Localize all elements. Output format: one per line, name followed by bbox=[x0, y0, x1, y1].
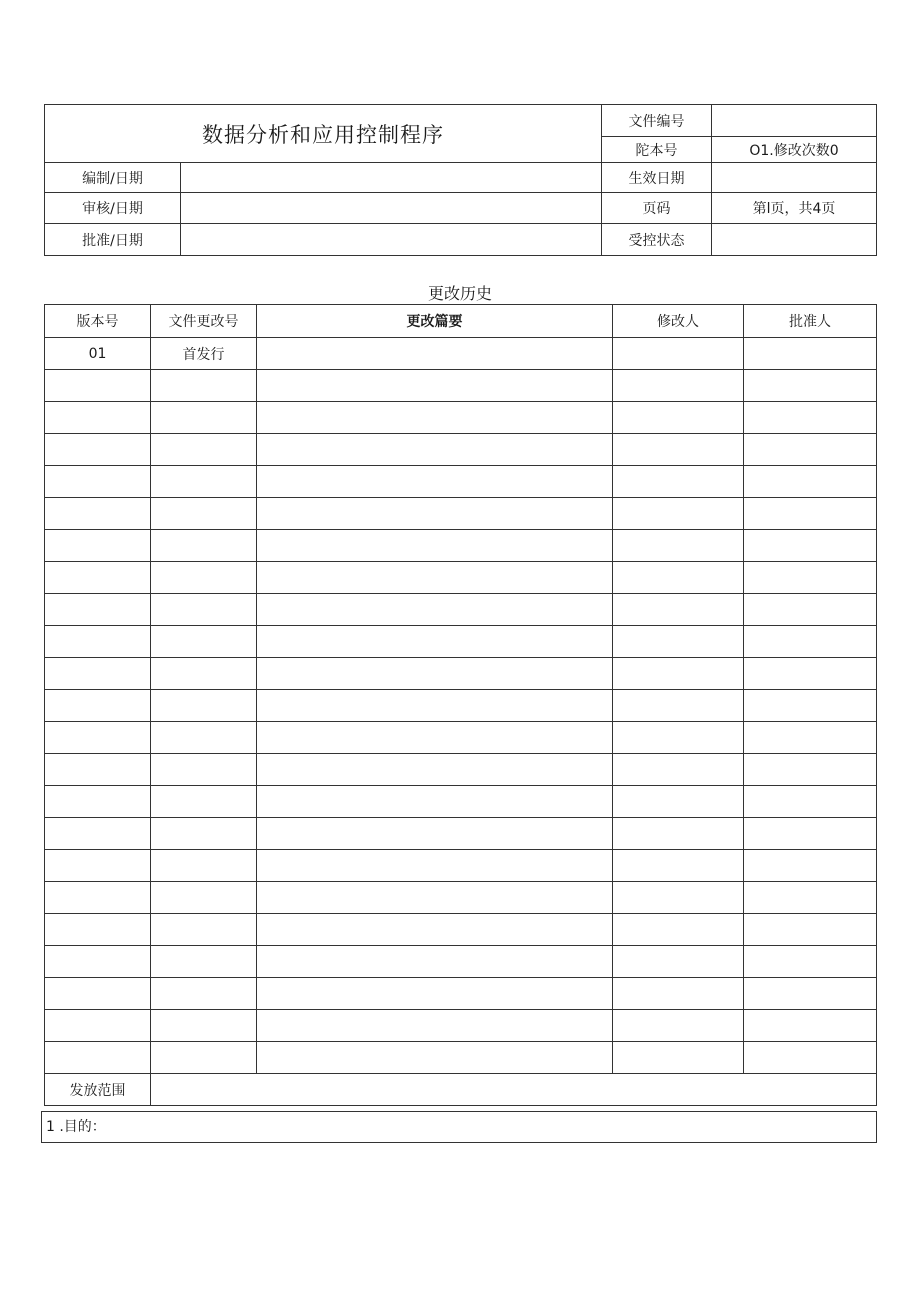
table-row bbox=[45, 626, 877, 658]
table-row bbox=[45, 594, 877, 626]
table-cell bbox=[45, 594, 151, 626]
table-cell bbox=[257, 498, 613, 530]
table-cell bbox=[613, 370, 744, 402]
table-cell bbox=[613, 530, 744, 562]
table-cell bbox=[613, 594, 744, 626]
table-cell bbox=[151, 594, 257, 626]
table-cell: 首发行 bbox=[151, 338, 257, 370]
table-cell bbox=[45, 530, 151, 562]
table-cell bbox=[257, 530, 613, 562]
table-row bbox=[45, 754, 877, 786]
table-cell bbox=[744, 434, 877, 466]
table-cell bbox=[257, 1010, 613, 1042]
table-row bbox=[45, 530, 877, 562]
table-cell bbox=[744, 402, 877, 434]
table-cell bbox=[257, 658, 613, 690]
table-cell bbox=[257, 882, 613, 914]
table-cell bbox=[257, 946, 613, 978]
table-cell bbox=[151, 626, 257, 658]
approved-value bbox=[181, 224, 602, 256]
table-cell bbox=[151, 786, 257, 818]
table-cell bbox=[744, 626, 877, 658]
table-row bbox=[45, 1010, 877, 1042]
table-cell bbox=[744, 466, 877, 498]
distribution-row bbox=[45, 1074, 877, 1106]
table-cell bbox=[613, 850, 744, 882]
table-row bbox=[45, 978, 877, 1010]
table-cell bbox=[257, 850, 613, 882]
history-rows bbox=[45, 338, 877, 1074]
table-cell bbox=[45, 946, 151, 978]
table-cell bbox=[613, 914, 744, 946]
table-cell bbox=[45, 786, 151, 818]
change-history-title: 更改历史 bbox=[427, 284, 492, 303]
table-row bbox=[45, 1042, 877, 1074]
change-history-table bbox=[44, 304, 877, 1106]
table-cell bbox=[45, 754, 151, 786]
column-header: 文件更改号 bbox=[151, 305, 257, 338]
table-cell bbox=[613, 946, 744, 978]
table-row bbox=[45, 882, 877, 914]
table-cell bbox=[151, 882, 257, 914]
table-cell bbox=[744, 338, 877, 370]
table-cell bbox=[257, 338, 613, 370]
distribution-label: 发放范围 bbox=[45, 1074, 151, 1106]
table-cell bbox=[613, 818, 744, 850]
page-number-value: 第l页，共4页 bbox=[712, 193, 877, 224]
table-cell bbox=[257, 562, 613, 594]
table-cell bbox=[257, 594, 613, 626]
table-cell bbox=[257, 818, 613, 850]
table-cell bbox=[45, 626, 151, 658]
table-row bbox=[45, 562, 877, 594]
table-row bbox=[45, 850, 877, 882]
table-cell bbox=[45, 1042, 151, 1074]
table-row bbox=[45, 370, 877, 402]
table-cell bbox=[744, 594, 877, 626]
table-cell bbox=[45, 370, 151, 402]
table-cell bbox=[613, 562, 744, 594]
table-cell bbox=[257, 978, 613, 1010]
table-cell bbox=[613, 754, 744, 786]
table-cell bbox=[744, 978, 877, 1010]
table-cell bbox=[151, 722, 257, 754]
table-row bbox=[45, 338, 877, 370]
table-cell bbox=[45, 690, 151, 722]
table-cell bbox=[613, 690, 744, 722]
table-cell bbox=[613, 626, 744, 658]
table-cell bbox=[45, 850, 151, 882]
table-cell bbox=[45, 434, 151, 466]
table-row bbox=[45, 658, 877, 690]
table-cell bbox=[744, 786, 877, 818]
version-label: 陀本号 bbox=[602, 137, 712, 163]
table-cell bbox=[744, 946, 877, 978]
table-cell bbox=[257, 1042, 613, 1074]
table-cell bbox=[257, 402, 613, 434]
table-cell bbox=[45, 498, 151, 530]
table-cell bbox=[151, 978, 257, 1010]
page-number-label: 页码 bbox=[602, 193, 712, 224]
table-cell bbox=[45, 466, 151, 498]
table-cell bbox=[45, 818, 151, 850]
table-cell bbox=[613, 338, 744, 370]
table-cell bbox=[257, 690, 613, 722]
table-cell bbox=[744, 882, 877, 914]
table-cell bbox=[613, 722, 744, 754]
table-cell bbox=[613, 1010, 744, 1042]
table-cell bbox=[744, 850, 877, 882]
table-row bbox=[45, 786, 877, 818]
history-header-row bbox=[45, 305, 877, 338]
table-cell bbox=[45, 1010, 151, 1042]
table-cell bbox=[257, 466, 613, 498]
doc-number-label: 文件编号 bbox=[602, 105, 712, 137]
table-cell bbox=[151, 690, 257, 722]
table-row bbox=[45, 818, 877, 850]
table-cell bbox=[613, 498, 744, 530]
table-cell bbox=[151, 562, 257, 594]
column-header: 修改人 bbox=[613, 305, 744, 338]
table-cell bbox=[151, 1042, 257, 1074]
table-cell bbox=[151, 914, 257, 946]
table-cell bbox=[744, 754, 877, 786]
table-cell bbox=[151, 850, 257, 882]
table-cell bbox=[151, 466, 257, 498]
table-cell: 01 bbox=[45, 338, 151, 370]
table-cell bbox=[45, 914, 151, 946]
table-cell bbox=[744, 562, 877, 594]
table-row bbox=[45, 402, 877, 434]
table-cell bbox=[744, 690, 877, 722]
table-cell bbox=[151, 754, 257, 786]
approved-label: 批准/日期 bbox=[45, 224, 181, 256]
reviewed-label: 审核/日期 bbox=[45, 193, 181, 224]
table-cell bbox=[151, 370, 257, 402]
table-cell bbox=[613, 402, 744, 434]
version-value: O1.修改次数0 bbox=[712, 137, 877, 163]
table-cell bbox=[744, 722, 877, 754]
table-cell bbox=[45, 882, 151, 914]
table-cell bbox=[744, 914, 877, 946]
table-cell bbox=[613, 786, 744, 818]
control-status-value bbox=[712, 224, 877, 256]
column-header: 版本号 bbox=[45, 305, 151, 338]
table-cell bbox=[257, 434, 613, 466]
table-cell bbox=[613, 978, 744, 1010]
table-cell bbox=[45, 658, 151, 690]
table-cell bbox=[257, 626, 613, 658]
table-cell bbox=[151, 1010, 257, 1042]
doc-number-value bbox=[712, 105, 877, 137]
effective-date-value bbox=[712, 163, 877, 193]
table-cell bbox=[257, 914, 613, 946]
table-cell bbox=[744, 658, 877, 690]
table-cell bbox=[744, 1010, 877, 1042]
table-cell bbox=[45, 978, 151, 1010]
table-row bbox=[45, 690, 877, 722]
table-cell bbox=[613, 466, 744, 498]
distribution-value bbox=[151, 1074, 877, 1106]
table-cell bbox=[151, 658, 257, 690]
prepared-value bbox=[181, 163, 602, 193]
table-cell bbox=[744, 498, 877, 530]
table-cell bbox=[613, 434, 744, 466]
table-cell bbox=[151, 402, 257, 434]
table-cell bbox=[257, 370, 613, 402]
table-cell bbox=[151, 946, 257, 978]
table-row bbox=[45, 498, 877, 530]
document-title: 数据分析和应用控制程序 bbox=[45, 105, 602, 163]
control-status-label: 受控状态 bbox=[602, 224, 712, 256]
table-cell bbox=[613, 658, 744, 690]
table-cell bbox=[744, 370, 877, 402]
table-cell bbox=[613, 1042, 744, 1074]
table-cell bbox=[257, 722, 613, 754]
table-cell bbox=[257, 786, 613, 818]
table-row bbox=[45, 914, 877, 946]
table-cell bbox=[151, 530, 257, 562]
table-cell bbox=[45, 562, 151, 594]
table-cell bbox=[151, 498, 257, 530]
column-header: 批准人 bbox=[744, 305, 877, 338]
table-row bbox=[45, 722, 877, 754]
reviewed-value bbox=[181, 193, 602, 224]
document-header-table bbox=[44, 104, 877, 256]
table-row bbox=[45, 434, 877, 466]
table-cell bbox=[744, 530, 877, 562]
effective-date-label: 生效日期 bbox=[602, 163, 712, 193]
table-cell bbox=[613, 882, 744, 914]
table-cell bbox=[257, 754, 613, 786]
table-row bbox=[45, 466, 877, 498]
table-cell bbox=[45, 402, 151, 434]
table-row bbox=[45, 946, 877, 978]
table-cell bbox=[744, 1042, 877, 1074]
table-cell bbox=[151, 434, 257, 466]
column-header: 更改篇要 bbox=[257, 305, 613, 338]
table-cell bbox=[45, 722, 151, 754]
purpose-section-heading: 1 .目的： bbox=[41, 1111, 877, 1143]
table-cell bbox=[744, 818, 877, 850]
prepared-label: 编制/日期 bbox=[45, 163, 181, 193]
table-cell bbox=[151, 818, 257, 850]
